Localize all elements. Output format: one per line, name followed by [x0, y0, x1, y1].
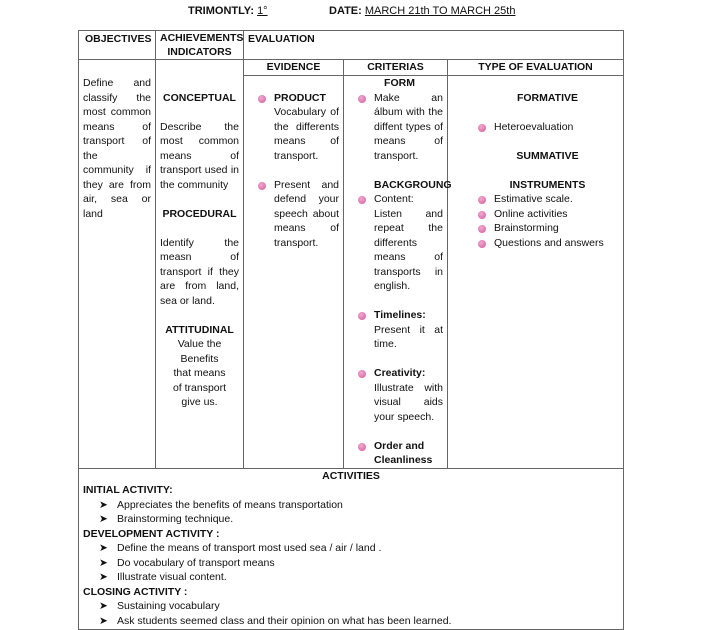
order-item [356, 439, 443, 468]
conceptual-text: Describe the most common means of transport used in the community [160, 120, 239, 191]
instrument-text: Online activities [494, 207, 568, 220]
activity-text: Define the means of transport most used sea / air / land . [117, 542, 382, 554]
activities-title: ACTIVITIES [322, 469, 380, 482]
arrow-bullet-icon: ➤ [99, 556, 108, 569]
timelines-title: Timelines: [374, 309, 426, 321]
arrow-bullet-icon: ➤ [99, 513, 108, 525]
trimonthly-header [188, 5, 268, 17]
date-header [329, 5, 515, 17]
formative-item [476, 120, 619, 135]
procedural-text: Identify the measn of transport if they are from land, sea or land. [160, 236, 239, 307]
heteroevaluation-text: Heteroevaluation [494, 120, 574, 133]
bullet-icon [478, 196, 486, 204]
objectives-cell [79, 60, 156, 469]
instrument-text: Questions and answers [494, 236, 604, 249]
initial-activity-title: INITIAL ACTIVITY: [83, 484, 173, 496]
trimonthly-value: 1° [257, 5, 268, 17]
arrow-bullet-icon: ➤ [99, 614, 108, 627]
activity-text: Ask students seemed class and their opinion on what has been learned. [117, 614, 452, 627]
bullet-icon [258, 182, 266, 190]
objectives-header: OBJECTIVES [79, 31, 156, 60]
activity-item [83, 614, 619, 629]
criterias-cell [344, 76, 452, 469]
type-header: TYPE OF EVALUATION [448, 60, 624, 76]
evidence-header: EVIDENCE [244, 60, 344, 76]
instrument-item [476, 192, 619, 207]
activity-text: Sustaining vocabulary [117, 600, 220, 612]
timelines-item [356, 308, 443, 352]
development-activity-title: DEVELOPMENT ACTIVITY : [83, 527, 220, 540]
formative-title: FORMATIVE [516, 91, 579, 104]
bullet-icon [478, 124, 486, 132]
content-item [356, 192, 443, 294]
attitudinal-title: ATTITUDINAL [165, 323, 234, 336]
attitudinal-text: Value the Benefits that means of transport give us. [172, 338, 227, 408]
achievements-header: ACHIEVEMENTS INDICATORS [156, 31, 244, 60]
present-text: Present and defend your speech about means of transport. [274, 178, 339, 249]
instrument-text: Brainstorming [494, 222, 559, 234]
criterias-header: CRITERIAS [344, 60, 448, 76]
creativity-title: Creativity: [374, 367, 426, 379]
form-item [356, 91, 443, 164]
content-label: Content: [374, 193, 414, 205]
form-text: Make an álbum with the diffent types of means of transport. [374, 91, 443, 162]
creativity-item [356, 366, 443, 424]
activity-item [83, 541, 619, 556]
bullet-icon [478, 240, 486, 248]
activity-text: Do vocabulary of transport means [117, 556, 275, 569]
instrument-item [476, 236, 619, 251]
date-value: MARCH 21th TO MARCH 25th [364, 5, 516, 17]
bullet-icon [358, 95, 366, 103]
bullet-icon [358, 312, 366, 320]
bullet-icon [358, 370, 366, 378]
activity-item [83, 599, 619, 614]
instrument-item [476, 207, 619, 222]
achievements-cell [156, 60, 244, 469]
procedural-title: PROCEDURAL [162, 207, 237, 220]
instrument-text: Estimative scale. [494, 193, 573, 205]
date-label: DATE: [329, 5, 362, 17]
lesson-plan-table [78, 30, 624, 630]
evaluation-header: EVALUATION [244, 31, 624, 60]
activity-text: Brainstorming technique. [117, 513, 234, 525]
evidence-cell [244, 76, 344, 469]
bullet-icon [258, 95, 266, 103]
creativity-text: Illustrate with visual aids your speech. [374, 381, 443, 423]
instrument-item [476, 221, 619, 236]
instruments-title: INSTRUMENTS [509, 178, 586, 191]
background-title: BACKGROUNG [374, 178, 452, 191]
product-text: Vocabulary of the differents means of transport. [274, 106, 339, 162]
product-item [256, 91, 339, 164]
timelines-text: Present it at time. [374, 323, 443, 350]
arrow-bullet-icon: ➤ [99, 498, 108, 511]
arrow-bullet-icon: ➤ [99, 571, 108, 583]
order-title: Order and Cleanliness [374, 439, 433, 466]
bullet-icon [478, 225, 486, 233]
type-cell [448, 76, 624, 469]
activity-item [83, 556, 619, 571]
product-title: PRODUCT [274, 91, 326, 104]
activity-item [83, 498, 619, 513]
activity-item [83, 570, 619, 585]
present-item [256, 178, 339, 251]
arrow-bullet-icon: ➤ [99, 542, 108, 554]
bullet-icon [478, 211, 486, 219]
activity-text: Illustrate visual content. [117, 571, 227, 583]
closing-activity-title: CLOSING ACTIVITY : [83, 585, 188, 598]
conceptual-title: CONCEPTUAL [163, 91, 236, 104]
objective-text: Define and classify the most common means of transport of the community if they are from air, sea or land [83, 77, 151, 220]
activities-cell [79, 468, 624, 630]
summative-title: SUMMATIVE [516, 149, 579, 162]
bullet-icon [358, 196, 366, 204]
trimonthly-label: TRIMONTLY: [188, 5, 254, 17]
activity-item [83, 512, 619, 527]
form-title: FORM [384, 77, 415, 89]
arrow-bullet-icon: ➤ [99, 600, 108, 612]
bullet-icon [358, 443, 366, 451]
activity-text: Appreciates the benefits of means transportation [117, 498, 343, 511]
content-text: Listen and repeat the differents means of transports in english. [374, 207, 443, 292]
